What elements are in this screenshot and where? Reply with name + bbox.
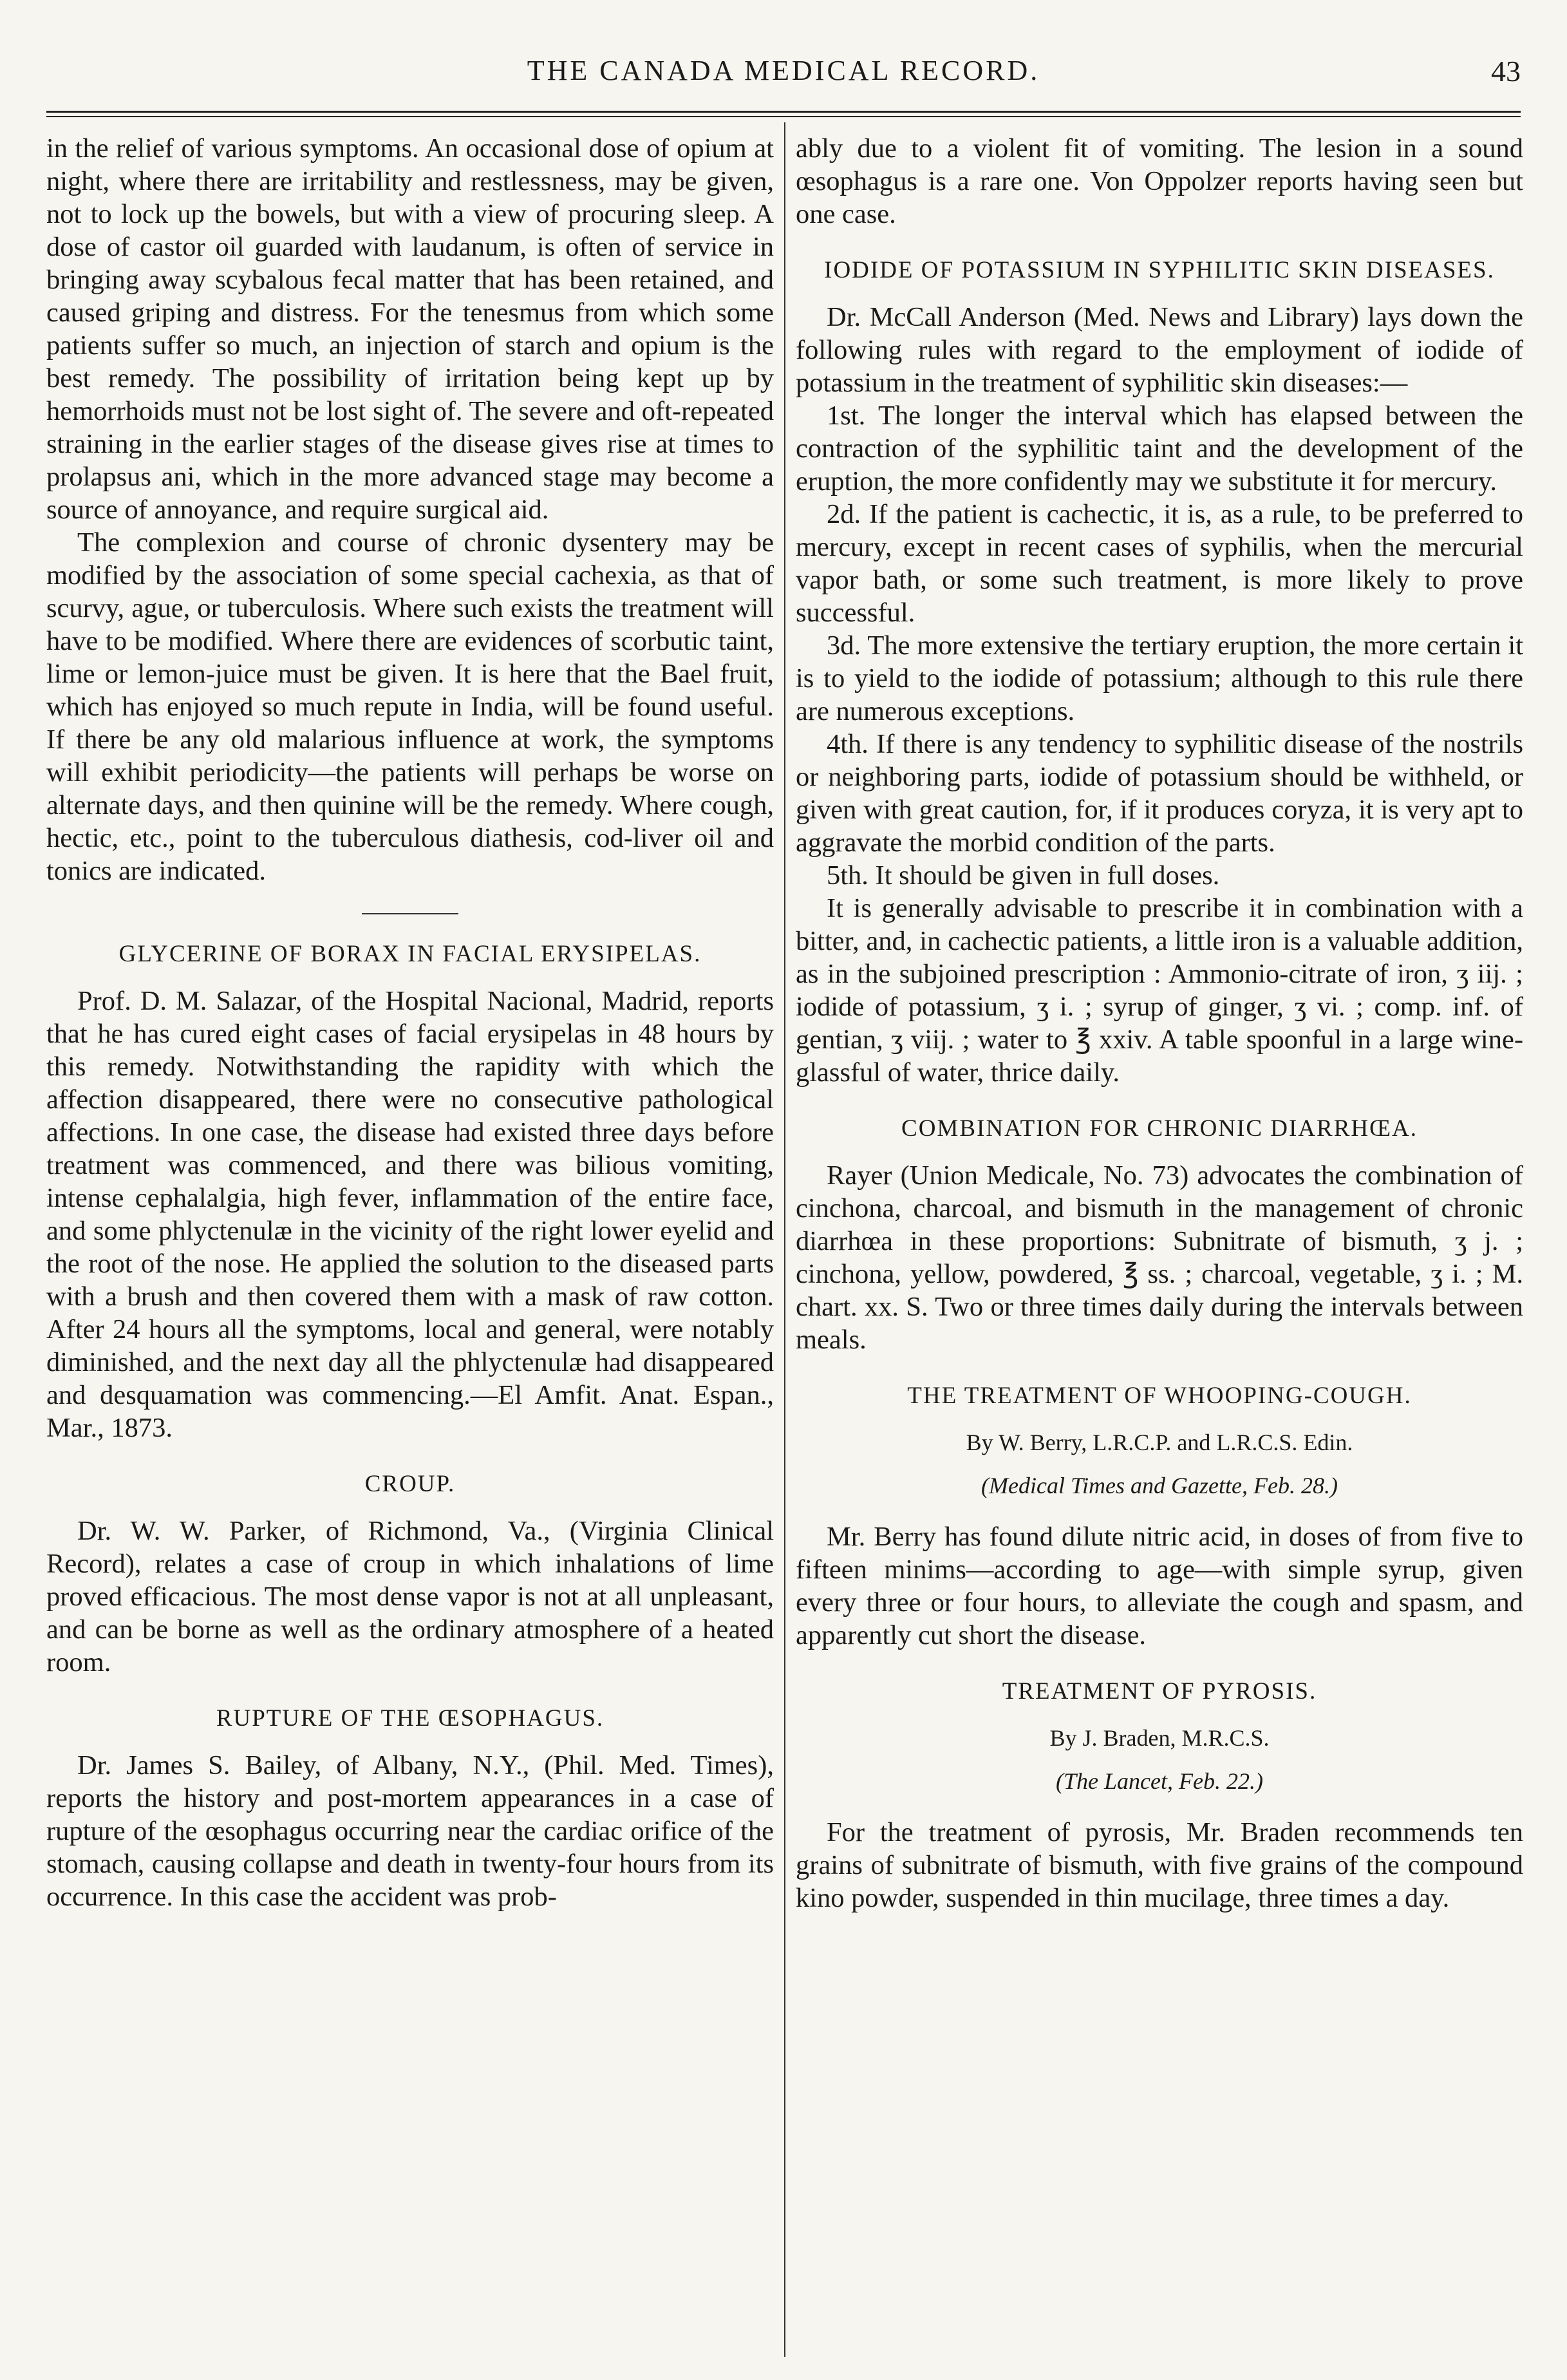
- rupture-paragraph-continued: ably due to a violent fit of vomiting. The lesion in a sound œsophagus is a rare one. Von Oppolzer reports having seen but one case.: [796, 133, 1523, 229]
- heading-pyrosis: TREATMENT OF PYROSIS.: [1002, 1678, 1317, 1705]
- running-header: [46, 54, 1521, 99]
- iodide-prescription-paragraph: It is generally advisable to prescribe it in combination with a bitter, and, in cachectic patients, a little iron is a valuable addition, as in the subjoined prescription : Ammonio-citrate of iron, ʒ iij. ; iodide of potassium, ʒ i. ; syrup of ginger, ʒ vi. ; comp. inf. of gentian, ʒ viij. ; water to ℥ xxiv. A table spoonful in a large wine-glassful of water, thrice daily.: [796, 893, 1523, 1088]
- left-column: [46, 132, 774, 1913]
- iodide-rule-2: 2d. If the patient is cachectic, it is, as a rule, to be preferred to mercury, except in recent cases of syphilis, when the mercurial vapor bath, or some such treatment, is more likely to prove successful.: [796, 499, 1523, 628]
- source-whooping-cough: (Medical Times and Gazette, Feb. 28.): [981, 1473, 1338, 1498]
- heading-croup: CROUP.: [364, 1471, 456, 1497]
- iodide-rule-5: 5th. It should be given in full doses.: [827, 860, 1220, 891]
- dysentery-paragraph-continued: in the relief of various symptoms. An occasional dose of opium at night, where there are irritability and restlessness, may be given, not to lock up the bowels, but with a view of procuring sleep. A dose of castor oil guarded with laudanum, is often of service in bringing away scybalous fecal matter that has been retained, and caused griping and distress. For the tenesmus from which some patients suffer so much, an injection of starch and opium is the best remedy. The possibility of irritation being kept up by hemorrhoids must not be lost sight of. The severe and oft-repeated straining in the earlier stages of the disease gives rise at times to prolapsus ani, which in the more advanced stage may become a source of annoyance, and require surgical aid.: [46, 133, 774, 525]
- heading-rupture-of-oesophagus: RUPTURE OF THE ŒSOPHAGUS.: [216, 1705, 605, 1732]
- header-rule: [46, 111, 1521, 113]
- rupture-paragraph: Dr. James S. Bailey, of Albany, N.Y., (Phil. Med. Times), reports the history and post-mortem appearances in a case of rupture of the œsophagus occurring near the cardiac orifice of the stomach, causing collapse and death in twenty-four hours from its occurrence. In this case the accident was prob-: [46, 1750, 774, 1912]
- page-number: 43: [1491, 55, 1521, 88]
- iodide-rule-1: 1st. The longer the interval which has elapsed between the contraction of the syphilitic taint and the development of the eruption, the more confidently may we substitute it for mercury.: [796, 401, 1523, 496]
- right-column: [796, 132, 1523, 1914]
- section-separator: [362, 913, 458, 914]
- heading-iodide-of-potassium: IODIDE OF POTASSIUM IN SYPHILITIC SKIN DISEASES.: [824, 257, 1495, 283]
- whooping-cough-paragraph: Mr. Berry has found dilute nitric acid, in doses of from five to fifteen minims—according to age—with simple syrup, given every three or four hours, to alleviate the cough and spasm, and apparently cut short the disease.: [796, 1522, 1523, 1650]
- heading-glycerine-of-borax: GLYCERINE OF BORAX IN FACIAL ERYSIPELAS.: [118, 941, 702, 967]
- croup-paragraph: Dr. W. W. Parker, of Richmond, Va., (Virginia Clinical Record), relates a case of croup in which inhalations of lime proved efficacious. The most dense vapor is not at all unpleasant, and can be borne as well as the ordinary atmosphere of a heated room.: [46, 1516, 774, 1677]
- heading-combination-diarrhoea: COMBINATION FOR CHRONIC DIARRHŒA.: [901, 1115, 1418, 1142]
- journal-title: THE CANADA MEDICAL RECORD.: [527, 55, 1040, 86]
- iodide-rule-3: 3d. The more extensive the tertiary eruption, the more certain it is to yield to the iodide of potassium; although to this rule there are numerous exceptions.: [796, 630, 1523, 726]
- iodide-rule-4: 4th. If there is any tendency to syphilitic disease of the nostrils or neighboring parts, iodide of potassium should be withheld, or given with great caution, for, if it produces coryza, it is very apt to aggravate the morbid condition of the parts.: [796, 729, 1523, 858]
- dysentery-paragraph-complexion: The complexion and course of chronic dysentery may be modified by the association of some special cachexia, as that of scurvy, ague, or tuberculosis. Where such exists the treatment will have to be modified. Where there are evidences of scorbutic taint, lime or lemon-juice must be given. It is here that the Bael fruit, which has enjoyed so much repute in India, will be found useful. If there be any old malarious influence at work, the symptoms will exhibit periodicity—the patients will perhaps be worse on alternate days, and then quinine will be the remedy. Where cough, hectic, etc., point to the tuberculous diathesis, cod-liver oil and tonics are indicated.: [46, 527, 774, 886]
- byline-pyrosis: By J. Braden, M.R.C.S.: [1049, 1725, 1270, 1751]
- iodide-intro-paragraph: Dr. McCall Anderson (Med. News and Library) lays down the following rules with regard to the employment of iodide of potassium in the treatment of syphilitic skin diseases:—: [796, 302, 1523, 398]
- header-rule-secondary: [46, 116, 1521, 117]
- source-pyrosis: (The Lancet, Feb. 22.): [1056, 1768, 1263, 1794]
- glycerine-paragraph: Prof. D. M. Salazar, of the Hospital Nacional, Madrid, reports that he has cured eight cases of facial erysipelas in 48 hours by this remedy. Notwithstanding the rapidity with which the affection disappeared, there were no consecutive pathological affections. In one case, the disease had existed three days before treatment was commenced, and there was bilious vomiting, intense cephalalgia, high fever, inflammation of the entire face, and some phlyctenulæ in the vicinity of the right lower eyelid and the root of the nose. He applied the solution to the diseased parts with a brush and then covered them with a mask of raw cotton. After 24 hours all the symptoms, local and general, were notably diminished, and the next day all the phlyctenulæ had disappeared and desquamation was commencing.—El Amfit. Anat. Espan., Mar., 1873.: [46, 986, 774, 1443]
- heading-whooping-cough: THE TREATMENT OF WHOOPING-COUGH.: [907, 1383, 1412, 1409]
- byline-whooping-cough: By W. Berry, L.R.C.P. and L.R.C.S. Edin.: [966, 1430, 1353, 1455]
- pyrosis-paragraph: For the treatment of pyrosis, Mr. Braden recommends ten grains of subnitrate of bismuth, with five grains of the compound kino powder, suspended in thin mucilage, three times a day.: [796, 1817, 1523, 1913]
- diarrhoea-paragraph: Rayer (Union Medicale, No. 73) advocates the combination of cinchona, charcoal, and bismuth in the management of chronic diarrhœa in these proportions: Subnitrate of bismuth, ʒ j. ; cinchona, yellow, powdered, ℥ ss. ; charcoal, vegetable, ʒ i. ; M. chart. xx. S. Two or three times daily during the intervals between meals.: [796, 1160, 1523, 1355]
- column-divider: [784, 122, 785, 2357]
